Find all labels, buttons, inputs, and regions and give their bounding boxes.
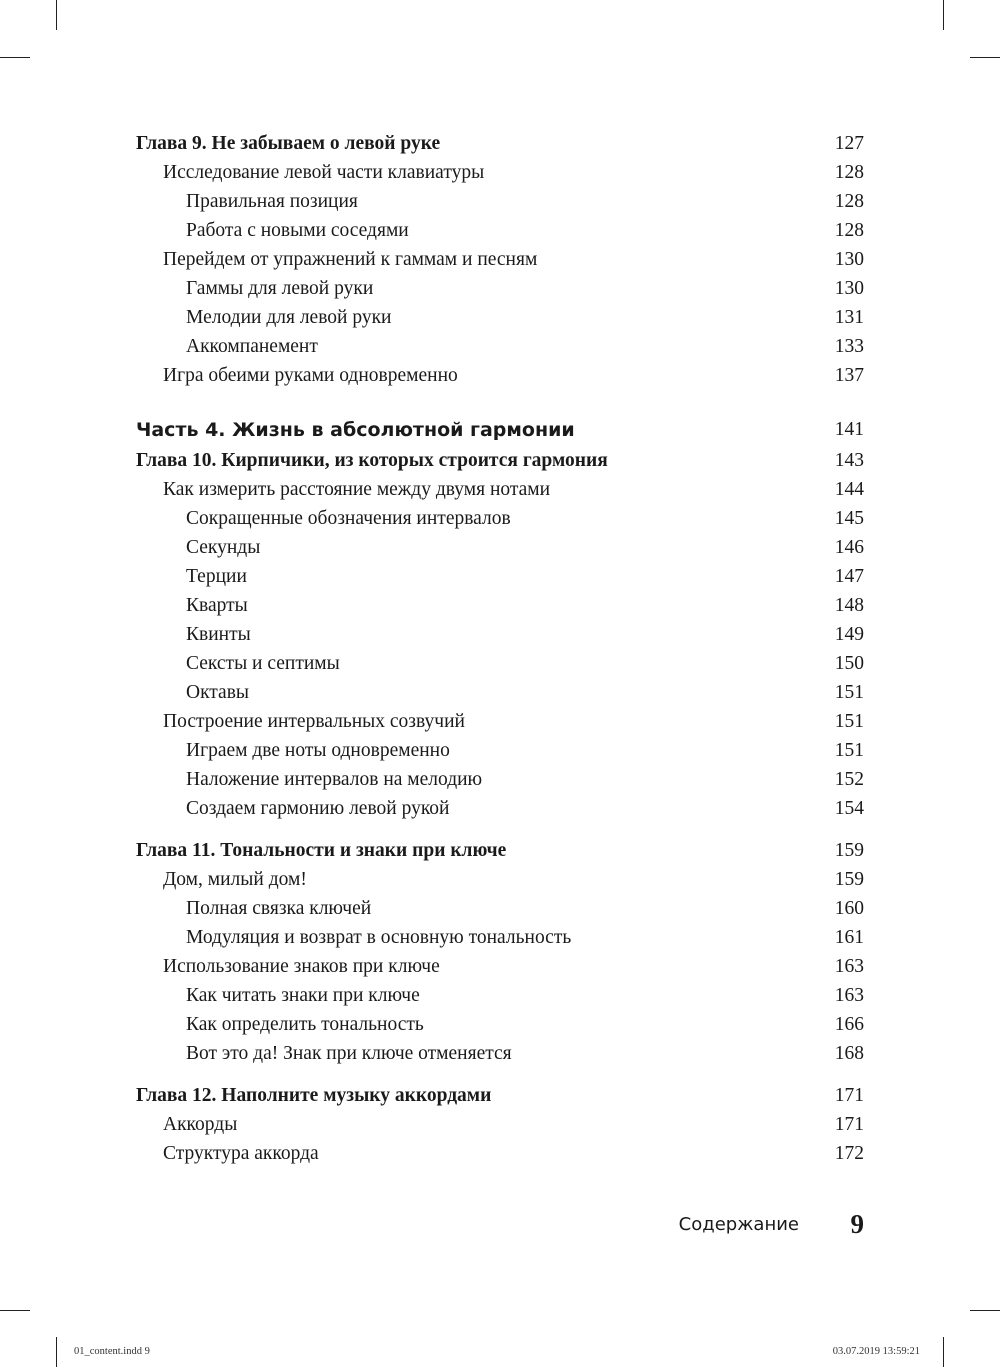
crop-mark-bottom-left-vertical <box>56 1337 57 1367</box>
toc-entry-subsection[interactable] <box>136 679 864 707</box>
slug-file-name: 01_content.indd 9 <box>74 1346 150 1357</box>
toc-entry-title: Аккомпанемент <box>186 336 318 357</box>
toc-entry-title: Мелодии для левой руки <box>186 307 392 328</box>
toc-entry-page: 133 <box>834 336 864 357</box>
toc-entry-title: Октавы <box>186 682 250 703</box>
toc-entry-page: 144 <box>834 479 864 500</box>
toc-entry-title: Терции <box>186 566 247 587</box>
toc-entry-subsection[interactable] <box>136 924 864 952</box>
toc-entry-page: 160 <box>834 898 864 919</box>
toc-entry-title: Работа с новыми соседями <box>186 220 409 241</box>
toc-entry-title: Игра обеими руками одновременно <box>163 365 458 386</box>
toc-entry-title: Модуляция и возврат в основную тональность <box>186 927 572 948</box>
crop-mark-top-right-vertical <box>943 0 944 30</box>
toc-entry-subsection[interactable] <box>136 275 864 303</box>
toc-entry-title: Вот это да! Знак при ключе отменяется <box>186 1043 512 1064</box>
toc-entry-page: 145 <box>834 508 864 529</box>
crop-mark-top-left-vertical <box>56 0 57 30</box>
toc-entry-chapter[interactable] <box>136 447 864 475</box>
toc-entry-part[interactable] <box>136 416 864 444</box>
toc-entry-section[interactable] <box>136 476 864 504</box>
toc-entry-page: 149 <box>834 624 864 645</box>
toc-entry-title: Как измерить расстояние между двумя нотами <box>163 479 551 500</box>
toc-entry-title: Исследование левой части клавиатуры <box>163 162 485 183</box>
toc-entry-page: 154 <box>834 798 864 819</box>
toc-entry-subsection[interactable] <box>136 895 864 923</box>
toc-entry-subsection[interactable] <box>136 304 864 332</box>
toc-entry-subsection[interactable] <box>136 621 864 649</box>
toc-entry-subsection[interactable] <box>136 505 864 533</box>
toc-entry-page: 159 <box>834 869 864 890</box>
toc-entry-title: Аккорды <box>163 1114 238 1135</box>
toc-entry-subsection[interactable] <box>136 737 864 765</box>
page-number: 9 <box>850 1209 864 1239</box>
toc-entry-title: Перейдем от упражнений к гаммам и песням <box>163 249 538 270</box>
toc-entry-page: 127 <box>834 133 864 154</box>
toc-entry-title: Квинты <box>186 624 251 645</box>
slug-datetime: 03.07.2019 13:59:21 <box>832 1346 920 1357</box>
crop-mark-top-right-horizontal <box>970 57 1000 58</box>
toc-entry-subsection[interactable] <box>136 795 864 823</box>
toc-entry-page: 159 <box>834 840 864 861</box>
toc-entry-title: Глава 12. Наполните музыку аккордами <box>136 1085 492 1106</box>
toc-entry-title: Часть 4. Жизнь в абсолютной гармонии <box>136 419 575 441</box>
toc-entry-section[interactable] <box>136 246 864 274</box>
toc-entry-title: Гаммы для левой руки <box>186 278 374 299</box>
crop-mark-bottom-left-horizontal <box>0 1310 30 1311</box>
toc-entry-subsection[interactable] <box>136 563 864 591</box>
toc-entry-section[interactable] <box>136 1111 864 1139</box>
toc-entry-chapter[interactable] <box>136 1082 864 1110</box>
toc-entry-title: Играем две ноты одновременно <box>186 740 450 761</box>
toc-entry-section[interactable] <box>136 953 864 981</box>
toc-entry-page: 150 <box>834 653 864 674</box>
running-footer-label: Содержание <box>678 1214 799 1235</box>
toc-entry-page: 161 <box>834 927 864 948</box>
toc-entry-page: 128 <box>834 162 864 183</box>
toc-entry-page: 131 <box>834 307 864 328</box>
toc-entry-subsection[interactable] <box>136 592 864 620</box>
toc-entry-subsection[interactable] <box>136 534 864 562</box>
toc-entry-title: Как читать знаки при ключе <box>186 985 420 1006</box>
toc-entry-title: Секунды <box>186 537 261 558</box>
toc-entry-page: 147 <box>834 566 864 587</box>
toc-entry-section[interactable] <box>136 1140 864 1168</box>
toc-entry-title: Дом, милый дом! <box>163 869 307 890</box>
toc-entry-chapter[interactable] <box>136 130 864 158</box>
toc-entry-title: Наложение интервалов на мелодию <box>186 769 483 790</box>
toc-entry-page: 141 <box>834 419 864 440</box>
toc-entry-page: 146 <box>834 537 864 558</box>
toc-entry-page: 172 <box>834 1143 864 1164</box>
toc-entry-chapter[interactable] <box>136 837 864 865</box>
toc-entry-page: 137 <box>834 365 864 386</box>
crop-mark-bottom-right-horizontal <box>970 1310 1000 1311</box>
toc-entry-page: 166 <box>834 1014 864 1035</box>
toc-entry-title: Глава 9. Не забываем о левой руке <box>136 133 441 154</box>
toc-entry-section[interactable] <box>136 866 864 894</box>
toc-entry-page: 130 <box>834 249 864 270</box>
toc-entry-title: Глава 10. Кирпичики, из которых строится гармония <box>136 450 608 471</box>
toc-entry-subsection[interactable] <box>136 188 864 216</box>
crop-mark-top-left-horizontal <box>0 57 30 58</box>
toc-entry-page: 163 <box>834 985 864 1006</box>
toc-entry-page: 143 <box>834 450 864 471</box>
toc-entry-page: 128 <box>834 191 864 212</box>
toc-entry-title: Построение интервальных созвучий <box>163 711 465 732</box>
toc-entry-title: Глава 11. Тональности и знаки при ключе <box>136 840 507 861</box>
toc-entry-subsection[interactable] <box>136 333 864 361</box>
toc-entry-page: 168 <box>834 1043 864 1064</box>
toc-entry-page: 151 <box>834 711 864 732</box>
toc-entry-section[interactable] <box>136 362 864 390</box>
toc-entry-title: Использование знаков при ключе <box>163 956 440 977</box>
toc-entry-title: Структура аккорда <box>163 1143 319 1164</box>
toc-entry-subsection[interactable] <box>136 982 864 1010</box>
toc-entry-subsection[interactable] <box>136 766 864 794</box>
toc-entry-page: 130 <box>834 278 864 299</box>
toc-entry-title: Сокращенные обозначения интервалов <box>186 508 511 529</box>
toc-entry-title: Правильная позиция <box>186 191 358 212</box>
toc-entry-page: 152 <box>834 769 864 790</box>
toc-entry-subsection[interactable] <box>136 650 864 678</box>
toc-entry-page: 151 <box>834 740 864 761</box>
toc-entry-page: 171 <box>834 1114 864 1135</box>
toc-entry-title: Полная связка ключей <box>186 898 372 919</box>
toc-entry-title: Создаем гармонию левой рукой <box>186 798 450 819</box>
toc-entry-title: Как определить тональность <box>186 1014 424 1035</box>
toc-entry-page: 148 <box>834 595 864 616</box>
toc-entry-subsection[interactable] <box>136 217 864 245</box>
toc-entry-page: 151 <box>834 682 864 703</box>
toc-entry-section[interactable] <box>136 708 864 736</box>
toc-entry-title: Сексты и септимы <box>186 653 340 674</box>
toc-entry-subsection[interactable] <box>136 1040 864 1068</box>
toc-entry-page: 171 <box>834 1085 864 1106</box>
toc-entry-page: 128 <box>834 220 864 241</box>
toc-entry-section[interactable] <box>136 159 864 187</box>
crop-mark-bottom-right-vertical <box>943 1337 944 1367</box>
toc-entry-subsection[interactable] <box>136 1011 864 1039</box>
toc-entry-title: Кварты <box>186 595 248 616</box>
toc-entry-page: 163 <box>834 956 864 977</box>
